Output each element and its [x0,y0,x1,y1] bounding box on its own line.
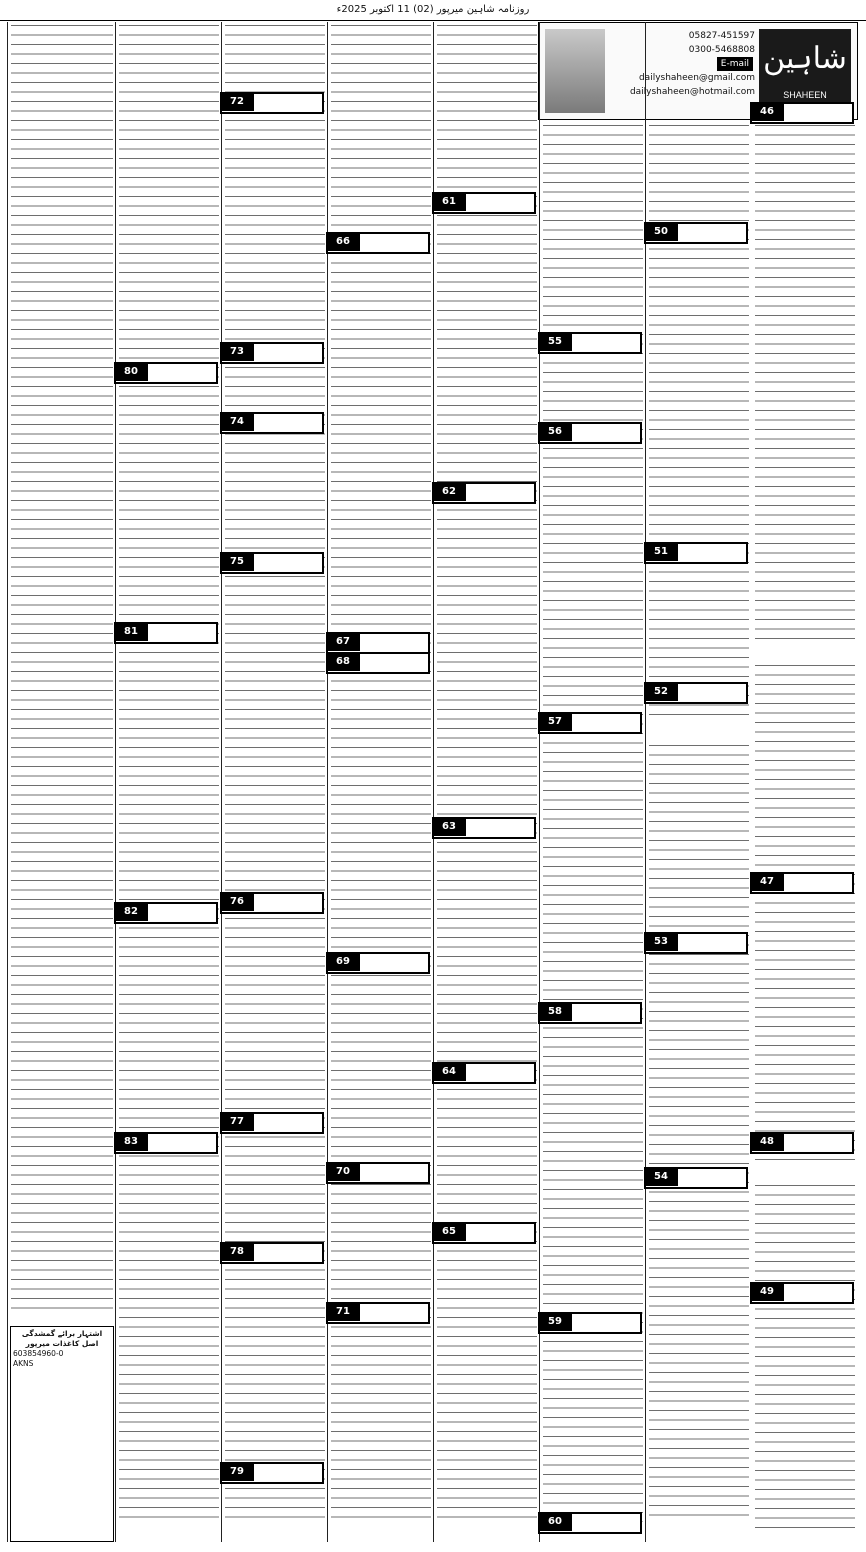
section-number-tag: 75 [220,553,254,571]
section-number-tag: 49 [750,1283,784,1301]
section-number-box [432,817,536,839]
section-number-tag: 70 [326,1163,360,1181]
column-7 [115,22,222,1542]
section-number-tag: 82 [114,903,148,921]
ad-title: اشتہار برائے گمشدگی اصل کاغذات میرپور [21,1329,103,1348]
section-number-box [326,1162,430,1184]
section-number-tag: 67 [326,633,360,651]
section-number-tag: 53 [644,933,678,951]
section-number-tag: 76 [220,893,254,911]
section-number-tag: 60 [538,1513,572,1531]
email-address: dailyshaheen@gmail.com [638,73,755,83]
section-number-tag: 69 [326,953,360,971]
section-number-tag: 58 [538,1003,572,1021]
section-number-tag: 48 [750,1133,784,1151]
column-6 [221,22,328,1542]
section-number-box [432,1062,536,1084]
section-number-box [432,482,536,504]
section-number-box [220,342,324,364]
section-number-box [644,542,748,564]
section-number-tag: 62 [432,483,466,501]
section-number-box [114,1132,218,1154]
section-number-tag: 73 [220,343,254,361]
ad-account: 603854960-0 [13,1349,64,1358]
section-number-box [114,362,218,384]
section-number-box [114,902,218,924]
section-number-tag: 81 [114,623,148,641]
section-number-box [326,632,430,654]
classified-ad-box [10,1326,114,1542]
section-number-box [538,332,642,354]
section-number-box [750,102,854,124]
section-number-box [220,892,324,914]
section-number-tag: 71 [326,1303,360,1321]
column-8 [7,22,116,1542]
section-number-tag: 55 [538,333,572,351]
section-number-tag: 63 [432,818,466,836]
email-label: E-mail [717,57,753,71]
section-number-tag: 79 [220,1463,254,1481]
section-number-box [538,712,642,734]
section-number-box [644,222,748,244]
email-address: dailyshaheen@hotmail.com [629,87,755,97]
section-number-tag: 57 [538,713,572,731]
section-number-tag: 64 [432,1063,466,1081]
section-number-box [114,622,218,644]
section-number-tag: 77 [220,1113,254,1131]
section-number-box [326,652,430,674]
column-1 [752,22,858,1542]
section-number-box [750,872,854,894]
section-number-box [750,1132,854,1154]
section-number-box [538,1002,642,1024]
section-number-box [220,412,324,434]
section-number-box [750,1282,854,1304]
section-number-tag: 80 [114,363,148,381]
section-number-box [326,952,430,974]
section-number-box [644,932,748,954]
section-number-box [326,232,430,254]
section-number-tag: 51 [644,543,678,561]
section-number-tag: 66 [326,233,360,251]
section-number-box [220,552,324,574]
section-number-box [220,1462,324,1484]
section-number-tag: 50 [644,223,678,241]
section-number-box [220,1112,324,1134]
section-number-box [538,422,642,444]
section-number-tag: 72 [220,93,254,111]
section-number-box [432,1222,536,1244]
section-number-tag: 54 [644,1168,678,1186]
section-number-box [538,1512,642,1534]
section-number-tag: 65 [432,1223,466,1241]
section-number-tag: 61 [432,193,466,211]
section-number-box [538,1312,642,1334]
newspaper-page [8,22,858,1542]
section-number-tag: 59 [538,1313,572,1331]
section-number-tag: 68 [326,653,360,671]
section-number-box [432,192,536,214]
section-number-tag: 74 [220,413,254,431]
section-number-box [644,682,748,704]
section-number-box [326,1302,430,1324]
ad-code: AKNS [13,1359,34,1368]
section-number-tag: 46 [750,103,784,121]
section-number-tag: 56 [538,423,572,441]
section-number-box [644,1167,748,1189]
section-number-box [220,92,324,114]
column-4 [433,22,540,1542]
section-number-tag: 78 [220,1243,254,1261]
phone-number: 0300-5468808 [688,45,755,55]
section-number-tag: 52 [644,683,678,701]
section-number-box [220,1242,324,1264]
phone-number: 05827-451597 [688,31,755,41]
section-number-tag: 47 [750,873,784,891]
newspaper-logo: شاہین SHAHEEN [759,29,851,113]
dateline: روزنامہ شاہین میرپور (02) 11 اکتوبر 2025ء [0,0,866,21]
column-2 [645,22,752,1542]
section-number-tag: 83 [114,1133,148,1151]
